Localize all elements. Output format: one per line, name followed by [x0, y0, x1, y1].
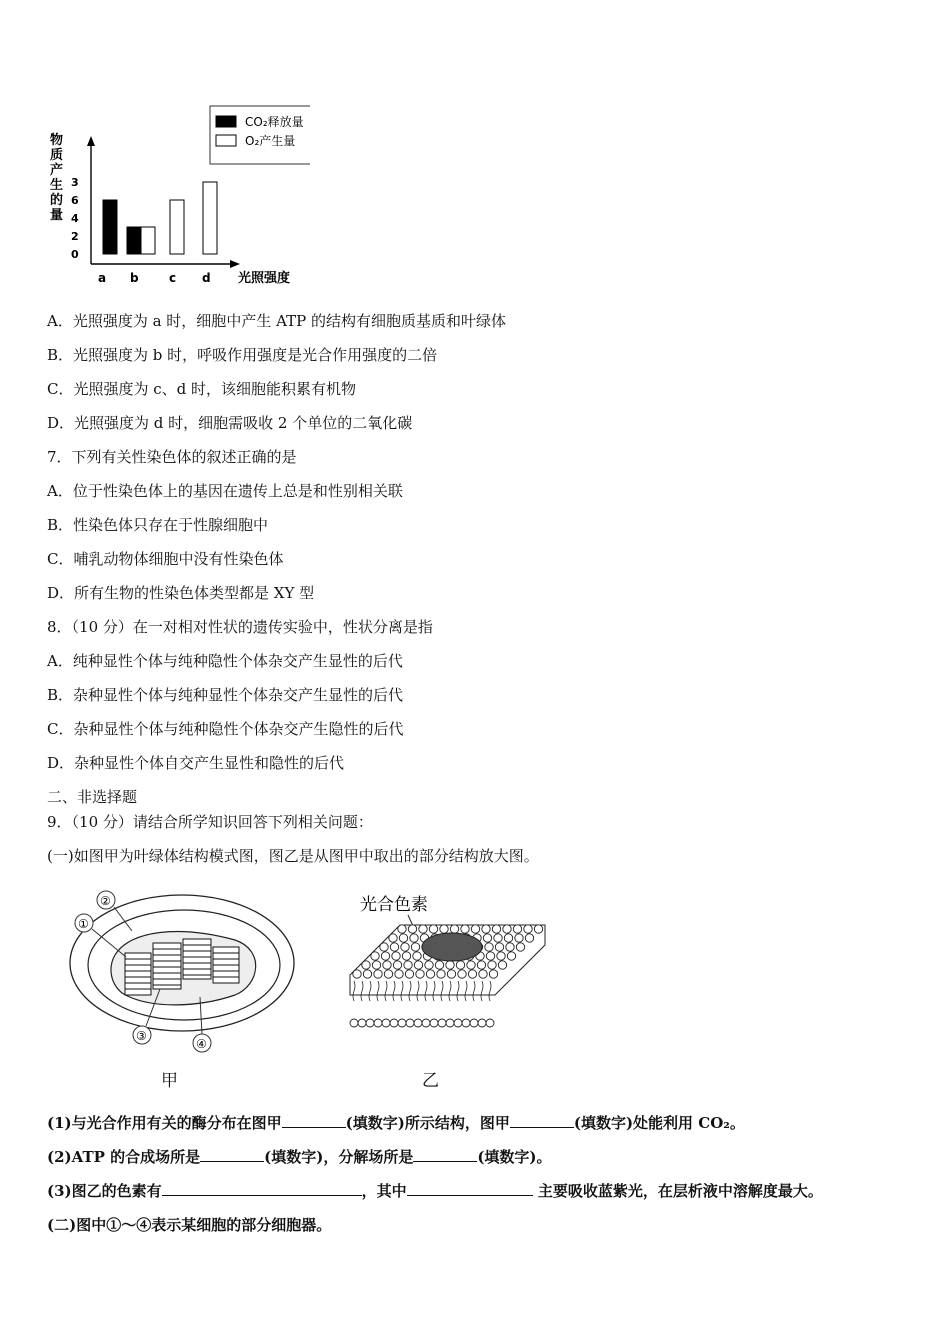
figure-jia-caption: 甲	[161, 1071, 178, 1091]
bar-b-o2	[141, 227, 155, 254]
q9-sub2-a: (2)ATP 的合成场所是	[47, 1148, 201, 1166]
bar-c-o2	[170, 200, 184, 254]
answer-blank-5[interactable]	[162, 1181, 362, 1196]
q9-stem: 9．（10 分）请结合所学知识回答下列相关问题：	[47, 813, 373, 831]
q7-option-b: B．性染色体只存在于性腺细胞中	[47, 516, 269, 534]
y-tick-0: 0	[71, 248, 79, 261]
x-tick-c: c	[169, 271, 177, 285]
figure-jia-chloroplast	[60, 885, 310, 1060]
answer-blank-1[interactable]	[282, 1113, 346, 1128]
q9-sub3-a: (3)图乙的色素有	[47, 1182, 162, 1200]
answer-blank-4[interactable]	[413, 1147, 477, 1162]
y-axis-label: 物质产生的量	[50, 133, 64, 223]
y-tick-8: 3	[71, 176, 79, 189]
legend-swatch-co2	[216, 116, 236, 127]
legend-swatch-o2	[216, 135, 236, 146]
x-tick-d: d	[202, 271, 211, 285]
bar-a-co2	[103, 200, 117, 254]
marker-3-label: ③	[136, 1029, 147, 1043]
q6-option-b: B．光照强度为 b 时，呼吸作用强度是光合作用强度的二倍	[47, 346, 438, 364]
q7-option-a: A．位于性染色体上的基因在遗传上总是和性别相关联	[47, 482, 403, 500]
q9-sub2	[47, 1147, 552, 1167]
q9-sub1-c: (填数字)处能利用 CO₂。	[573, 1114, 745, 1132]
q6-option-d: D．光照强度为 d 时，细胞需吸收 2 个单位的二氧化碳	[47, 414, 413, 432]
section-heading: 二、非选择题	[47, 788, 138, 806]
figure-yi-caption: 乙	[422, 1071, 439, 1091]
q7-option-d: D．所有生物的性染色体类型都是 XY 型	[47, 584, 315, 602]
q9-sub3-c: 主要吸收蓝紫光，在层析液中溶解度最大。	[532, 1182, 823, 1200]
answer-blank-6[interactable]	[407, 1181, 533, 1196]
q8-stem: 8．（10 分）在一对相对性状的遗传实验中，性状分离是指	[47, 618, 433, 636]
bar-d-o2	[203, 182, 217, 254]
q9-sub1	[47, 1113, 745, 1133]
legend-label-co2: CO₂释放量	[245, 115, 304, 129]
pigment-cluster	[422, 933, 482, 961]
q7-option-c: C．哺乳动物体细胞中没有性染色体	[47, 550, 284, 568]
q9-sub3-b: ，其中	[361, 1182, 407, 1200]
q9-part2-intro: (二)图中①～④表示某细胞的部分细胞器。	[47, 1216, 332, 1234]
y-axis-arrow	[87, 136, 95, 146]
q6-option-a: A．光照强度为 a 时，细胞中产生 ATP 的结构有细胞质基质和叶绿体	[47, 312, 506, 330]
q9-sub2-c: (填数字)。	[477, 1148, 552, 1166]
y-tick-2: 2	[71, 230, 79, 243]
marker-2-label: ②	[100, 894, 111, 908]
y-tick-4: 4	[71, 212, 79, 225]
q9-sub3	[47, 1181, 823, 1201]
bar-b-co2	[127, 227, 141, 254]
answer-blank-2[interactable]	[510, 1113, 574, 1128]
legend-label-o2: O₂产生量	[245, 134, 296, 148]
q8-option-a: A．纯种显性个体与纯种隐性个体杂交产生显性的后代	[47, 652, 403, 670]
q7-stem: 7．下列有关性染色体的叙述正确的是	[47, 448, 297, 466]
q9-part1-intro: (一)如图甲为叶绿体结构模式图，图乙是从图甲中取出的部分结构放大图。	[47, 847, 539, 865]
marker-4-label: ④	[196, 1037, 207, 1051]
x-axis-label: 光照强度	[238, 271, 291, 286]
q8-option-d: D．杂种显性个体自交产生显性和隐性的后代	[47, 754, 345, 772]
q9-sub1-a: (1)与光合作用有关的酶分布在图甲	[47, 1114, 282, 1132]
answer-blank-3[interactable]	[200, 1147, 264, 1162]
y-tick-6: 6	[71, 194, 79, 207]
bar-chart	[40, 100, 310, 290]
q9-sub1-b: (填数字)所示结构，图甲	[345, 1114, 510, 1132]
q9-sub2-b: (填数字)，分解场所是	[264, 1148, 414, 1166]
x-tick-b: b	[130, 271, 139, 285]
q6-option-c: C．光照强度为 c、d 时，该细胞能积累有机物	[47, 380, 357, 398]
x-tick-a: a	[98, 271, 107, 285]
q8-option-b: B．杂种显性个体与纯种显性个体杂交产生显性的后代	[47, 686, 404, 704]
x-axis-arrow	[230, 260, 240, 268]
marker-1-label: ①	[78, 917, 89, 931]
pigment-label: 光合色素	[360, 895, 428, 915]
q8-option-c: C．杂种显性个体与纯种隐性个体杂交产生隐性的后代	[47, 720, 404, 738]
figure-yi-membrane	[340, 885, 555, 1035]
